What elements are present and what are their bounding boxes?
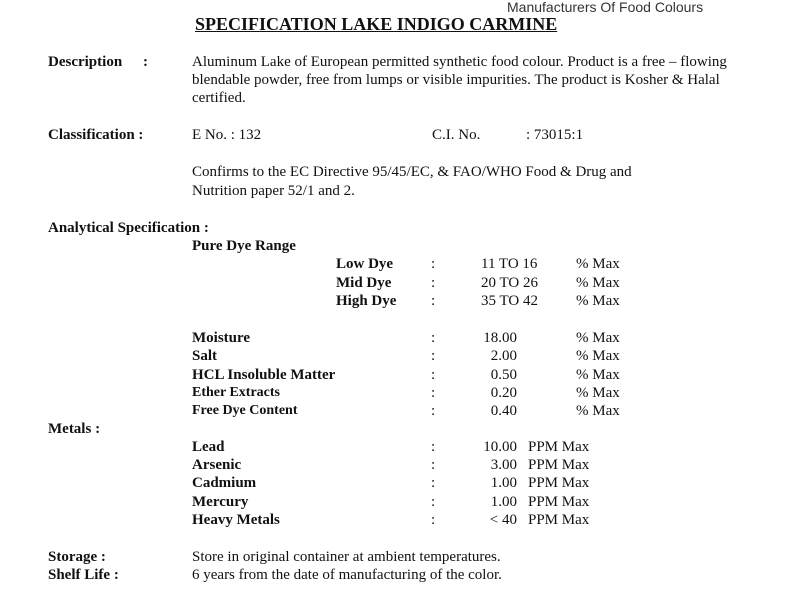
compliance-line-2: Nutrition paper 52/1 and 2. (192, 183, 355, 199)
param-colon: : (431, 403, 436, 419)
analytical-spec-label: Analytical Specification : (48, 220, 209, 236)
e-number: E No. : 132 (192, 127, 262, 143)
param-value: 2.00 (490, 348, 517, 364)
param-colon: : (431, 348, 436, 364)
param-unit: % Max (576, 330, 620, 346)
metal-colon: : (431, 512, 436, 528)
param-colon: : (431, 330, 436, 346)
metal-unit: PPM Max (528, 439, 590, 455)
metal-colon: : (431, 439, 436, 455)
param-unit: % Max (576, 403, 620, 419)
param-name: Moisture (192, 330, 251, 346)
param-name: Salt (192, 348, 218, 364)
dye-unit: % Max (576, 256, 620, 272)
dye-value: 35 TO 42 (481, 293, 538, 309)
pure-dye-range-label: Pure Dye Range (192, 238, 296, 254)
metal-name: Mercury (192, 494, 249, 510)
shelf-life-label: Shelf Life : (48, 567, 119, 583)
metal-name: Heavy Metals (192, 512, 280, 528)
metal-value: 3.00 (490, 457, 517, 473)
metal-colon: : (431, 475, 436, 491)
param-value: 0.50 (490, 367, 517, 383)
description-label: Description (48, 54, 123, 70)
metal-colon: : (431, 457, 436, 473)
ci-number-label: C.I. No. (432, 127, 481, 143)
metal-unit: PPM Max (528, 475, 590, 491)
metal-value: 1.00 (490, 494, 517, 510)
param-name: HCL Insoluble Matter (192, 367, 336, 383)
storage-label: Storage : (48, 549, 106, 565)
param-unit: % Max (576, 348, 620, 364)
param-colon: : (431, 367, 436, 383)
company-tagline: Manufacturers Of Food Colours (507, 0, 704, 15)
param-value: 0.40 (490, 403, 517, 419)
dye-colon: : (431, 293, 436, 309)
param-unit: % Max (576, 385, 620, 401)
metal-name: Arsenic (192, 457, 242, 473)
dye-name: Low Dye (336, 256, 394, 272)
dye-unit: % Max (576, 275, 620, 291)
metal-value: 10.00 (483, 439, 517, 455)
param-unit: % Max (576, 367, 620, 383)
dye-value: 20 TO 26 (481, 275, 538, 291)
param-name: Ether Extracts (192, 385, 280, 400)
dye-value: 11 TO 16 (481, 256, 538, 272)
description-colon: : (143, 54, 148, 70)
metal-unit: PPM Max (528, 512, 590, 528)
shelf-life-text: 6 years from the date of manufacturing of the color. (192, 567, 502, 583)
dye-colon: : (431, 275, 436, 291)
metal-unit: PPM Max (528, 494, 590, 510)
classification-label: Classification : (48, 127, 144, 143)
dye-name: Mid Dye (336, 275, 392, 291)
metals-label: Metals : (48, 421, 101, 437)
dye-colon: : (431, 256, 436, 272)
param-name: Free Dye Content (192, 403, 298, 418)
param-value: 18.00 (483, 330, 517, 346)
metal-colon: : (431, 494, 436, 510)
compliance-line-1: Confirms to the EC Directive 95/45/EC, & FAO/WHO Food & Drug and (192, 164, 632, 180)
page-title: SPECIFICATION LAKE INDIGO CARMINE (195, 14, 558, 34)
metal-name: Cadmium (192, 475, 257, 491)
dye-unit: % Max (576, 293, 620, 309)
metal-unit: PPM Max (528, 457, 590, 473)
metal-value: < 40 (489, 512, 517, 528)
ci-number-value: : 73015:1 (526, 127, 584, 143)
param-colon: : (431, 385, 436, 401)
description-text: Aluminum Lake of European permitted synthetic food colour. Product is a free – flowing blendable powder, free from lumps or visible impurities. The product is Kosher & Halal certified. (192, 54, 727, 106)
metal-value: 1.00 (490, 475, 517, 491)
dye-name: High Dye (336, 293, 397, 309)
metal-name: Lead (192, 439, 225, 455)
storage-text: Store in original container at ambient temperatures. (192, 549, 501, 565)
param-value: 0.20 (490, 385, 517, 401)
